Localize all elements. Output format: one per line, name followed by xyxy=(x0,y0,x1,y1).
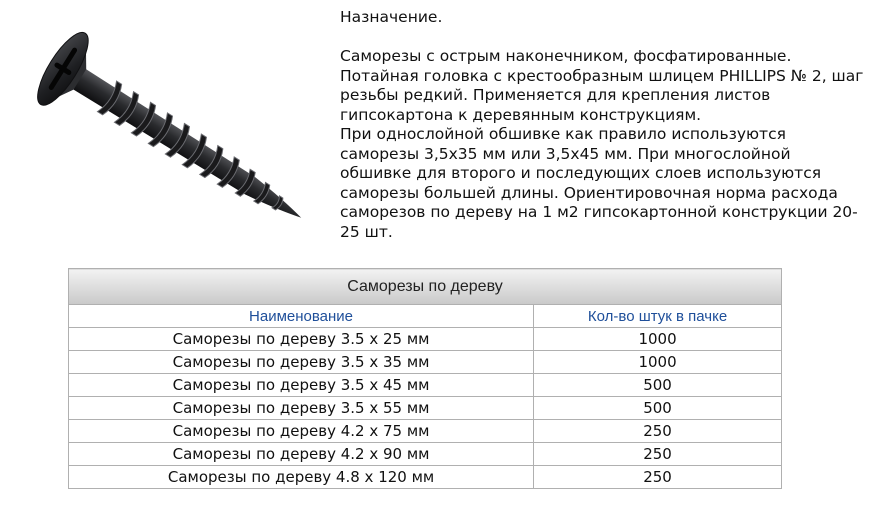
cell-name: Саморезы по дереву 4.8 х 120 мм xyxy=(69,466,534,489)
cell-quantity: 250 xyxy=(534,420,782,443)
cell-quantity: 500 xyxy=(534,374,782,397)
cell-name: Саморезы по дереву 4.2 х 90 мм xyxy=(69,443,534,466)
cell-name: Саморезы по дереву 3.5 х 45 мм xyxy=(69,374,534,397)
column-header-name: Наименование xyxy=(69,305,534,328)
cell-quantity: 1000 xyxy=(534,351,782,374)
description xyxy=(340,8,865,242)
table-row xyxy=(69,351,782,374)
table-row xyxy=(69,374,782,397)
description-paragraph-2: При однослойной обшивке как правило используются саморезы 3,5х35 мм или 3,5х45 мм. При многослойной обшивке для второго и последующих слоев используются саморезы большей длины. Ориентировочная норма расхода саморезов по дереву на 1 м2 гипсокартонной конструкции 20-25 шт. xyxy=(340,125,858,241)
drywall-screw-icon xyxy=(8,12,320,242)
table-caption: Саморезы по дереву xyxy=(69,269,782,305)
cell-name: Саморезы по дереву 4.2 х 75 мм xyxy=(69,420,534,443)
description-heading: Назначение. xyxy=(340,8,443,26)
cell-name: Саморезы по дереву 3.5 х 35 мм xyxy=(69,351,534,374)
table-row xyxy=(69,328,782,351)
cell-quantity: 1000 xyxy=(534,328,782,351)
cell-name: Саморезы по дереву 3.5 х 55 мм xyxy=(69,397,534,420)
table-row xyxy=(69,397,782,420)
column-header-quantity: Кол-во штук в пачке xyxy=(534,305,782,328)
cell-name: Саморезы по дереву 3.5 х 25 мм xyxy=(69,328,534,351)
table-row xyxy=(69,466,782,489)
product-table xyxy=(68,268,782,489)
table-row xyxy=(69,420,782,443)
cell-quantity: 500 xyxy=(534,397,782,420)
description-paragraph-1: Саморезы с острым наконечником, фосфатированные. Потайная головка с крестообразным шлицем PHILLIPS № 2, шаг резьбы редкий. Применяется для крепления листов гипсокартона к деревянным конструкциям. xyxy=(340,47,864,124)
table-row xyxy=(69,443,782,466)
cell-quantity: 250 xyxy=(534,443,782,466)
cell-quantity: 250 xyxy=(534,466,782,489)
